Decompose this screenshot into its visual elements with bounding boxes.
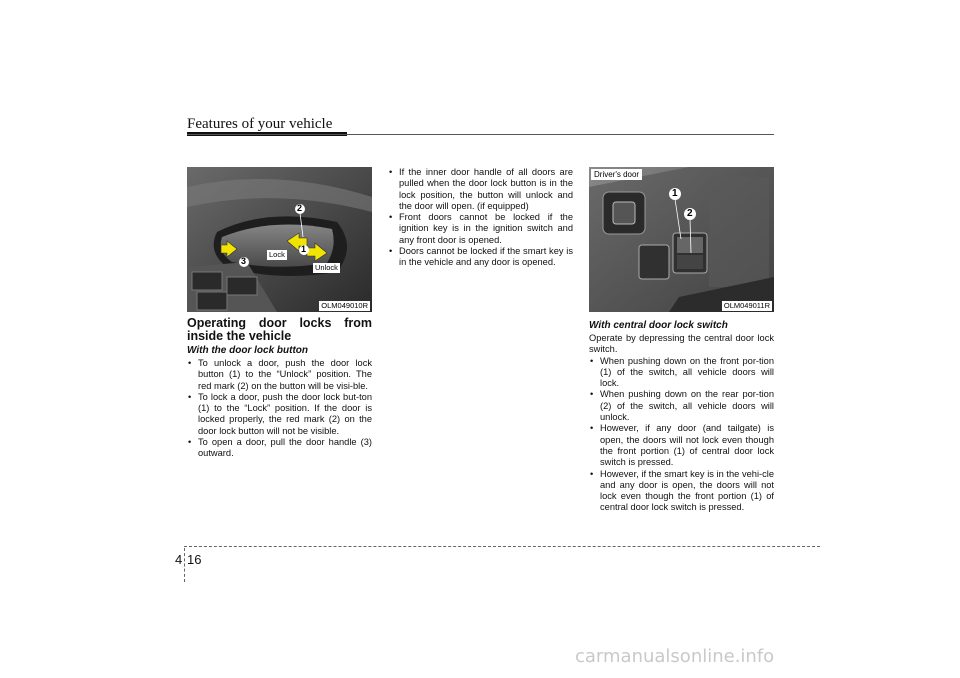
- bullet-list: [388, 167, 573, 269]
- section-subtitle: With the door lock button: [187, 345, 309, 356]
- list-item: • If the inner door handle of all doors are pulled when the door lock button is in the lock position, the button will unlock and the door will open. (if equipped): [388, 167, 573, 212]
- list-item: • When pushing down on the front por-tion (1) of the switch, all vehicle doors will lock.: [589, 356, 774, 390]
- footer-rule: [184, 546, 820, 547]
- bullet-list: [589, 356, 774, 514]
- paragraph: Operate by depressing the central door lock switch.: [589, 333, 774, 355]
- list-item: • To lock a door, push the door lock but-ton (1) to the “Lock” position. If the door is locked properly, the red mark (2) on the door lock button will not be visible.: [187, 392, 372, 437]
- door-lock-button-photo: [187, 167, 372, 312]
- callout-2: 2: [687, 208, 693, 219]
- list-item: • Front doors cannot be locked if the ignition key is in the ignition switch and any front door is opened.: [388, 212, 573, 246]
- list-item: • To open a door, pull the door handle (3) outward.: [187, 437, 372, 460]
- list-item: • To unlock a door, push the door lock button (1) to the “Unlock” position. The red mark (2) on the button will be visi-ble.: [187, 358, 372, 392]
- section-subtitle: With central door lock switch: [589, 320, 728, 331]
- section-title: Operating door locks from inside the vehicle: [187, 316, 372, 343]
- door-handle-illustration: [187, 167, 372, 312]
- figure-caption: Driver's door: [591, 169, 642, 180]
- callout-2: 2: [297, 203, 303, 213]
- unlock-label: Unlock: [315, 263, 338, 272]
- watermark: carmanualsonline.info: [575, 646, 775, 667]
- figure-code: OLM049010R: [321, 301, 368, 310]
- footer-vertical-rule: [184, 548, 185, 582]
- page-number: 16: [187, 552, 202, 567]
- figure-code: OLM049011R: [723, 301, 770, 310]
- lock-label: Lock: [269, 250, 285, 259]
- list-item: • However, if any door (and tailgate) is open, the doors will not lock even though the front portion (1) of central door lock switch is pressed.: [589, 423, 774, 468]
- left-column: [187, 317, 372, 460]
- chapter-number: 4: [175, 552, 183, 567]
- middle-column: [388, 167, 573, 269]
- central-lock-switch-photo: [589, 167, 774, 312]
- bullet-list: [187, 358, 372, 460]
- callout-1: 1: [672, 188, 678, 199]
- list-item: • However, if the smart key is in the vehi-cle and any door is open, the doors will not lock even though the front portion (1) of central door lock switch is pressed.: [589, 469, 774, 514]
- header-rule: [187, 134, 774, 135]
- list-item: • When pushing down on the rear por-tion (2) of the switch, all vehicle doors will unlock.: [589, 389, 774, 423]
- callout-1: 1: [301, 244, 307, 254]
- switch-panel-illustration: [589, 167, 774, 312]
- list-item: • Doors cannot be locked if the smart key is in the vehicle and any door is opened.: [388, 246, 573, 269]
- callout-3: 3: [241, 256, 247, 266]
- page-header-title: Features of your vehicle: [187, 116, 333, 132]
- right-column: [589, 318, 774, 514]
